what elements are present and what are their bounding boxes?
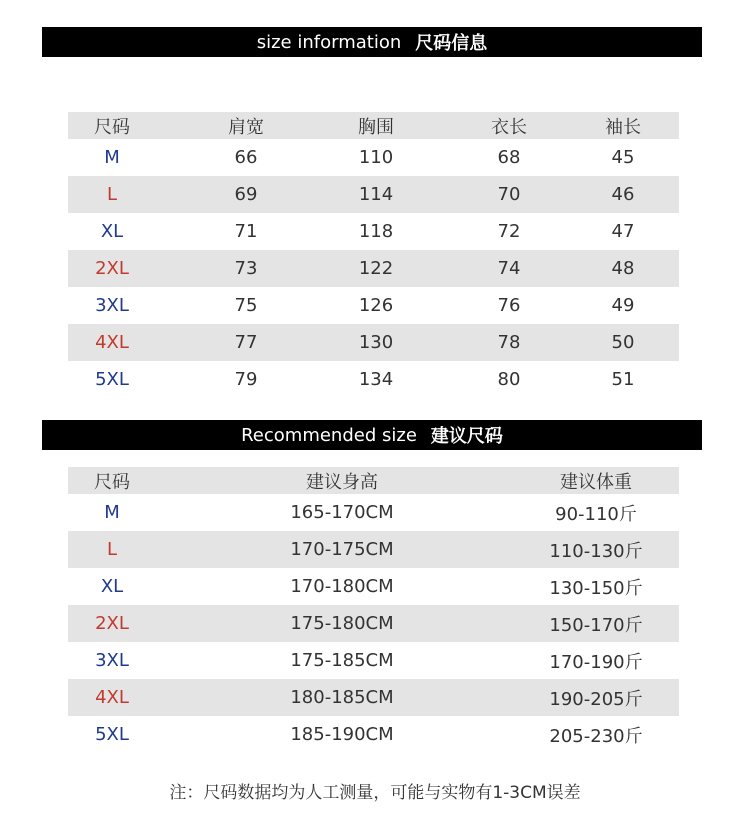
size-label: 2XL <box>95 613 129 634</box>
size-label: XL <box>100 221 124 242</box>
chest-value: 134 <box>358 369 394 390</box>
size-label: 4XL <box>95 687 129 708</box>
recommended-size-banner <box>42 420 702 450</box>
weight-range: 110-130斤 <box>549 540 643 562</box>
weight-range: 150-170斤 <box>549 614 643 636</box>
height-range: 165-170CM <box>290 502 394 523</box>
table-row <box>68 250 679 287</box>
recommended-size-table <box>68 467 679 753</box>
table-row <box>68 139 679 176</box>
chest-value: 110 <box>358 147 394 168</box>
table-row <box>68 176 679 213</box>
length-value: 76 <box>497 295 521 316</box>
column-header-height: 建议身高 <box>306 471 378 493</box>
shoulder-value: 73 <box>234 258 258 279</box>
sleeve-value: 50 <box>611 332 635 353</box>
sleeve-value: 49 <box>611 295 635 316</box>
shoulder-value: 79 <box>234 369 258 390</box>
size-information-banner <box>42 27 702 57</box>
length-value: 80 <box>497 369 521 390</box>
table-row <box>68 605 679 642</box>
height-range: 185-190CM <box>290 724 394 745</box>
size-label: 5XL <box>95 369 129 390</box>
height-range: 170-175CM <box>290 539 394 560</box>
table-row <box>68 716 679 753</box>
size-label: M <box>104 147 120 168</box>
height-range: 175-180CM <box>290 613 394 634</box>
sleeve-value: 47 <box>611 221 635 242</box>
chest-value: 122 <box>358 258 394 279</box>
length-value: 68 <box>497 147 521 168</box>
shoulder-value: 66 <box>234 147 258 168</box>
column-header-weight: 建议体重 <box>560 471 632 493</box>
column-header-sleeve: 袖长 <box>605 116 641 138</box>
size-label: 4XL <box>95 332 129 353</box>
table-row <box>68 324 679 361</box>
shoulder-value: 71 <box>234 221 258 242</box>
size-label: 3XL <box>95 295 129 316</box>
size-label: L <box>106 539 118 560</box>
chest-value: 130 <box>358 332 394 353</box>
size-label: M <box>104 502 120 523</box>
shoulder-value: 75 <box>234 295 258 316</box>
size-label: 5XL <box>95 724 129 745</box>
weight-range: 205-230斤 <box>549 725 643 747</box>
table-row <box>68 642 679 679</box>
column-header-length: 衣长 <box>491 116 527 138</box>
weight-range: 170-190斤 <box>549 651 643 673</box>
size-label: XL <box>100 576 124 597</box>
chest-value: 114 <box>358 184 394 205</box>
table-row <box>68 361 679 398</box>
size-measurement-table <box>68 112 679 398</box>
table-row <box>68 531 679 568</box>
table-row <box>68 568 679 605</box>
column-header-size: 尺码 <box>94 471 130 493</box>
size-label: 2XL <box>95 258 129 279</box>
sleeve-value: 46 <box>611 184 635 205</box>
height-range: 180-185CM <box>290 687 394 708</box>
length-value: 70 <box>497 184 521 205</box>
chest-value: 126 <box>358 295 394 316</box>
length-value: 72 <box>497 221 521 242</box>
table-row <box>68 679 679 716</box>
chest-value: 118 <box>358 221 394 242</box>
table-row <box>68 213 679 250</box>
height-range: 170-180CM <box>290 576 394 597</box>
sleeve-value: 51 <box>611 369 635 390</box>
table-row <box>68 287 679 324</box>
table-row <box>68 494 679 531</box>
size-label: L <box>106 184 118 205</box>
weight-range: 90-110斤 <box>555 503 637 525</box>
table-header-row <box>68 467 679 494</box>
banner-title-en: size information <box>256 31 402 53</box>
banner-title-zh: 建议尺码 <box>430 426 503 447</box>
weight-range: 130-150斤 <box>549 577 643 599</box>
size-label: 3XL <box>95 650 129 671</box>
measurement-note: 注：尺码数据均为人工测量，可能与实物有1-3CM误差 <box>169 783 581 803</box>
sleeve-value: 48 <box>611 258 635 279</box>
banner-title-zh: 尺码信息 <box>415 33 488 54</box>
height-range: 175-185CM <box>290 650 394 671</box>
shoulder-value: 69 <box>234 184 258 205</box>
banner-title-en: Recommended size <box>241 424 417 446</box>
length-value: 78 <box>497 332 521 353</box>
length-value: 74 <box>497 258 521 279</box>
weight-range: 190-205斤 <box>549 688 643 710</box>
sleeve-value: 45 <box>611 147 635 168</box>
table-header-row <box>68 112 679 139</box>
column-header-size: 尺码 <box>94 116 130 138</box>
shoulder-value: 77 <box>234 332 258 353</box>
column-header-shoulder: 肩宽 <box>228 116 264 138</box>
column-header-chest: 胸围 <box>358 116 394 138</box>
